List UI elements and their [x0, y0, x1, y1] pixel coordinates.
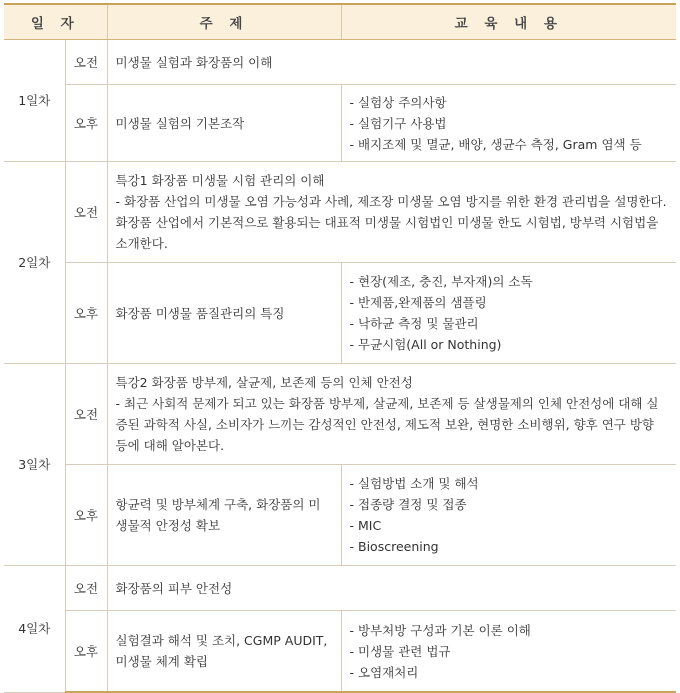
topic-line: 특강1 화장품 미생물 시험 관리의 이해: [115, 173, 325, 188]
content-item: - 현장(제조, 충진, 부자재)의 소독: [349, 274, 533, 289]
topic-line: 특강2 화장품 방부제, 살균제, 보존제 등의 인체 안전성: [115, 375, 413, 390]
session-time: 오후: [65, 611, 107, 693]
session-topic: [107, 566, 676, 611]
day4-morning-row: [4, 566, 676, 611]
topic-line: - 화장품 산업의 미생물 오염 가능성과 사례, 제조장 미생물 오염 방지를 위한 환경 관리법을 설명한다. 화장품 산업에서 기본적으로 활용되는 대표적 미생물 시험법인 미생물 한도 시험법, 방부력 시험법을 소개한다.: [115, 194, 667, 251]
session-topic: [107, 465, 341, 566]
content-item: - 무균시험(All or Nothing): [349, 337, 502, 352]
day2-morning-row: [4, 162, 676, 263]
session-content: [341, 85, 676, 162]
content-item: - 배지조제 및 멸균, 배양, 생균수 측정, Gram 염색 등: [349, 136, 642, 152]
content-item: - Bioscreening: [349, 539, 439, 554]
session-topic: [107, 162, 676, 263]
session-time: 오후: [65, 465, 107, 566]
content-item: - 낙하균 측정 및 물관리: [349, 316, 479, 331]
session-time: 오전: [65, 162, 107, 263]
header-topic: 주 제: [107, 4, 341, 40]
session-time: 오전: [65, 566, 107, 611]
content-item: - 반제품,완제품의 샘플링: [349, 295, 487, 310]
session-topic: [107, 611, 341, 693]
session-time: 오후: [65, 263, 107, 364]
day1-afternoon-row: [4, 85, 676, 162]
content-item: - 접종량 결정 및 접종: [349, 497, 467, 512]
day-label: 4일차: [4, 566, 65, 693]
session-content: [341, 263, 676, 364]
session-content: [341, 611, 676, 693]
content-item: - MIC: [349, 518, 382, 533]
session-time: 오전: [65, 364, 107, 465]
day2-afternoon-row: [4, 263, 676, 364]
topic-line: - 최근 사회적 문제가 되고 있는 화장품 방부제, 살균제, 보존제 등 살생물제의 인체 안전성에 대해 실증된 과학적 사실, 소비자가 느끼는 감성적인 안전성, 제도적 보완, 현명한 소비행위, 향후 연구 방향 등에 대해 알아본다.: [115, 396, 659, 453]
topic-line: 미생물 실험의 기본조작: [115, 115, 245, 131]
day3-afternoon-row: [4, 465, 676, 566]
content-item: - 미생물 관련 법규: [349, 643, 451, 659]
topic-line: 실험결과 해석 및 조치, CGMP AUDIT, 미생물 체계 확립: [115, 633, 328, 669]
day1-morning-row: [4, 40, 676, 85]
education-schedule-table: [4, 3, 676, 693]
day-label: 1일차: [4, 40, 65, 162]
content-item: - 오염재처리: [349, 664, 419, 680]
session-time: 오후: [65, 85, 107, 162]
topic-line: 미생물 실험과 화장품의 이해: [115, 54, 273, 70]
content-item: - 방부처방 구성과 기본 이론 이해: [349, 622, 531, 638]
topic-line: 화장품 미생물 품질관리의 특징: [115, 305, 285, 321]
session-topic: [107, 85, 341, 162]
day-label: 3일차: [4, 364, 65, 566]
session-content: [341, 465, 676, 566]
table-header-row: [4, 4, 676, 40]
day3-morning-row: [4, 364, 676, 465]
session-topic: [107, 40, 676, 85]
day4-afternoon-row: [4, 611, 676, 693]
day-label: 2일차: [4, 162, 65, 364]
header-content: 교 육 내 용: [341, 4, 676, 40]
session-time: 오전: [65, 40, 107, 85]
content-item: - 실험방법 소개 및 해석: [349, 476, 479, 491]
session-topic: [107, 364, 676, 465]
content-item: - 실험상 주의사항: [349, 94, 447, 110]
topic-line: 항균력 및 방부체계 구축, 화장품의 미생물적 안정성 확보: [115, 497, 321, 533]
header-day: 일 자: [4, 4, 107, 40]
session-topic: [107, 263, 341, 364]
topic-line: 화장품의 피부 안전성: [115, 580, 233, 596]
content-item: - 실험기구 사용법: [349, 115, 447, 131]
